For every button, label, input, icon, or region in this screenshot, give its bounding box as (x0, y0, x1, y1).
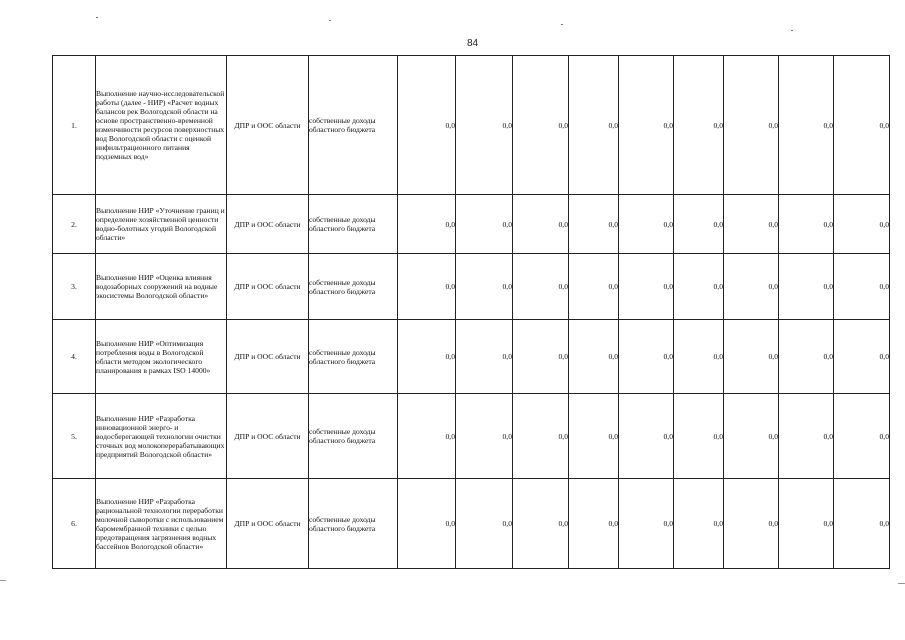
responsible-executor: ДПР и ООС области (227, 320, 309, 394)
funding-value: 0,0 (674, 56, 724, 195)
funding-value: 0,0 (619, 394, 674, 479)
funding-value: 0,0 (834, 479, 890, 569)
funding-value: 0,0 (513, 254, 569, 320)
funding-value: 0,0 (724, 195, 779, 254)
funding-value: 0,0 (619, 254, 674, 320)
funding-value: 0,0 (569, 56, 619, 195)
funding-value: 0,0 (619, 56, 674, 195)
funding-value: 0,0 (779, 394, 834, 479)
table-row (53, 320, 890, 394)
funding-value: 0,0 (779, 195, 834, 254)
row-number: 2. (53, 195, 96, 254)
funding-value: 0,0 (674, 254, 724, 320)
table-row (53, 254, 890, 320)
funding-value: 0,0 (724, 56, 779, 195)
funding-value: 0,0 (619, 320, 674, 394)
funding-value: 0,0 (569, 394, 619, 479)
funding-value: 0,0 (513, 56, 569, 195)
table-row (53, 56, 890, 195)
funding-value: 0,0 (779, 56, 834, 195)
funding-source: собственные доходы областного бюджета (309, 479, 398, 569)
funding-value: 0,0 (513, 394, 569, 479)
funding-value: 0,0 (456, 56, 513, 195)
page-number: 84 (467, 38, 479, 49)
scan-speck (96, 17, 98, 18)
funding-source: собственные доходы областного бюджета (309, 394, 398, 479)
funding-value: 0,0 (674, 394, 724, 479)
funding-value: 0,0 (569, 479, 619, 569)
row-number: 1. (53, 56, 96, 195)
funding-value: 0,0 (724, 254, 779, 320)
funding-value: 0,0 (779, 254, 834, 320)
funding-value: 0,0 (674, 195, 724, 254)
funding-value: 0,0 (619, 195, 674, 254)
funding-value: 0,0 (779, 320, 834, 394)
activity-description: Выполнение научно-исследовательской работы (далее - НИР) «Расчет водных балансов рек Вологодской области на основе пространственно-временной изменчивости ресурсов поверхностных вод Вологодской области с оценкой инфильтрационного питания подземных вод» (96, 56, 227, 195)
activity-description: Выполнение НИР «Оптимизация потребления воды в Вологодской области методом экологического планирования в рамках ISO 14000» (96, 320, 227, 394)
responsible-executor: ДПР и ООС области (227, 56, 309, 195)
responsible-executor: ДПР и ООС области (227, 195, 309, 254)
scan-speck (329, 20, 331, 21)
funding-value: 0,0 (569, 195, 619, 254)
funding-value: 0,0 (834, 56, 890, 195)
activity-description: Выполнение НИР «Уточнение границ и определение хозяйственной ценности водно-болотных угодий Вологодской области» (96, 195, 227, 254)
funding-value: 0,0 (674, 320, 724, 394)
row-number: 4. (53, 320, 96, 394)
funding-value: 0,0 (398, 195, 456, 254)
scan-speck (791, 30, 793, 31)
row-number: 6. (53, 479, 96, 569)
funding-value: 0,0 (834, 320, 890, 394)
row-number: 3. (53, 254, 96, 320)
funding-value: 0,0 (724, 394, 779, 479)
funding-value: 0,0 (834, 195, 890, 254)
table-row (53, 479, 890, 569)
funding-source: собственные доходы областного бюджета (309, 56, 398, 195)
funding-value: 0,0 (724, 320, 779, 394)
funding-value: 0,0 (779, 479, 834, 569)
funding-value: 0,0 (398, 254, 456, 320)
scan-edge-mark (0, 580, 6, 581)
funding-value: 0,0 (513, 320, 569, 394)
funding-value: 0,0 (456, 479, 513, 569)
funding-value: 0,0 (456, 195, 513, 254)
responsible-executor: ДПР и ООС области (227, 254, 309, 320)
funding-value: 0,0 (456, 254, 513, 320)
scan-speck (561, 24, 563, 25)
funding-value: 0,0 (398, 56, 456, 195)
row-number: 5. (53, 394, 96, 479)
funding-value: 0,0 (513, 479, 569, 569)
funding-value: 0,0 (398, 320, 456, 394)
funding-value: 0,0 (513, 195, 569, 254)
funding-source: собственные доходы областного бюджета (309, 195, 398, 254)
table-row (53, 195, 890, 254)
funding-value: 0,0 (569, 320, 619, 394)
activity-description: Выполнение НИР «Разработка инновационной энерго- и водосберегающей технологии очистки сточных вод молокоперерабатывающих предприятий Вологодской области» (96, 394, 227, 479)
funding-value: 0,0 (834, 394, 890, 479)
funding-source: собственные доходы областного бюджета (309, 254, 398, 320)
funding-value: 0,0 (398, 479, 456, 569)
funding-value: 0,0 (724, 479, 779, 569)
scan-edge-mark (898, 583, 905, 584)
funding-value: 0,0 (398, 394, 456, 479)
table-body (53, 56, 890, 569)
table-row (53, 394, 890, 479)
responsible-executor: ДПР и ООС области (227, 394, 309, 479)
funding-value: 0,0 (619, 479, 674, 569)
budget-table (52, 55, 890, 569)
activity-description: Выполнение НИР «Оценка влияния водозаборных сооружений на водные экосистемы Вологодской области» (96, 254, 227, 320)
funding-value: 0,0 (834, 254, 890, 320)
funding-value: 0,0 (569, 254, 619, 320)
funding-source: собственные доходы областного бюджета (309, 320, 398, 394)
responsible-executor: ДПР и ООС области (227, 479, 309, 569)
funding-value: 0,0 (674, 479, 724, 569)
activity-description: Выполнение НИР «Разработка рациональной технологии переработки молочной сыворотки с использованием баромембранной техники с целью предотвращения загрязнения водных бассейнов Вологодской области» (96, 479, 227, 569)
funding-value: 0,0 (456, 320, 513, 394)
funding-value: 0,0 (456, 394, 513, 479)
